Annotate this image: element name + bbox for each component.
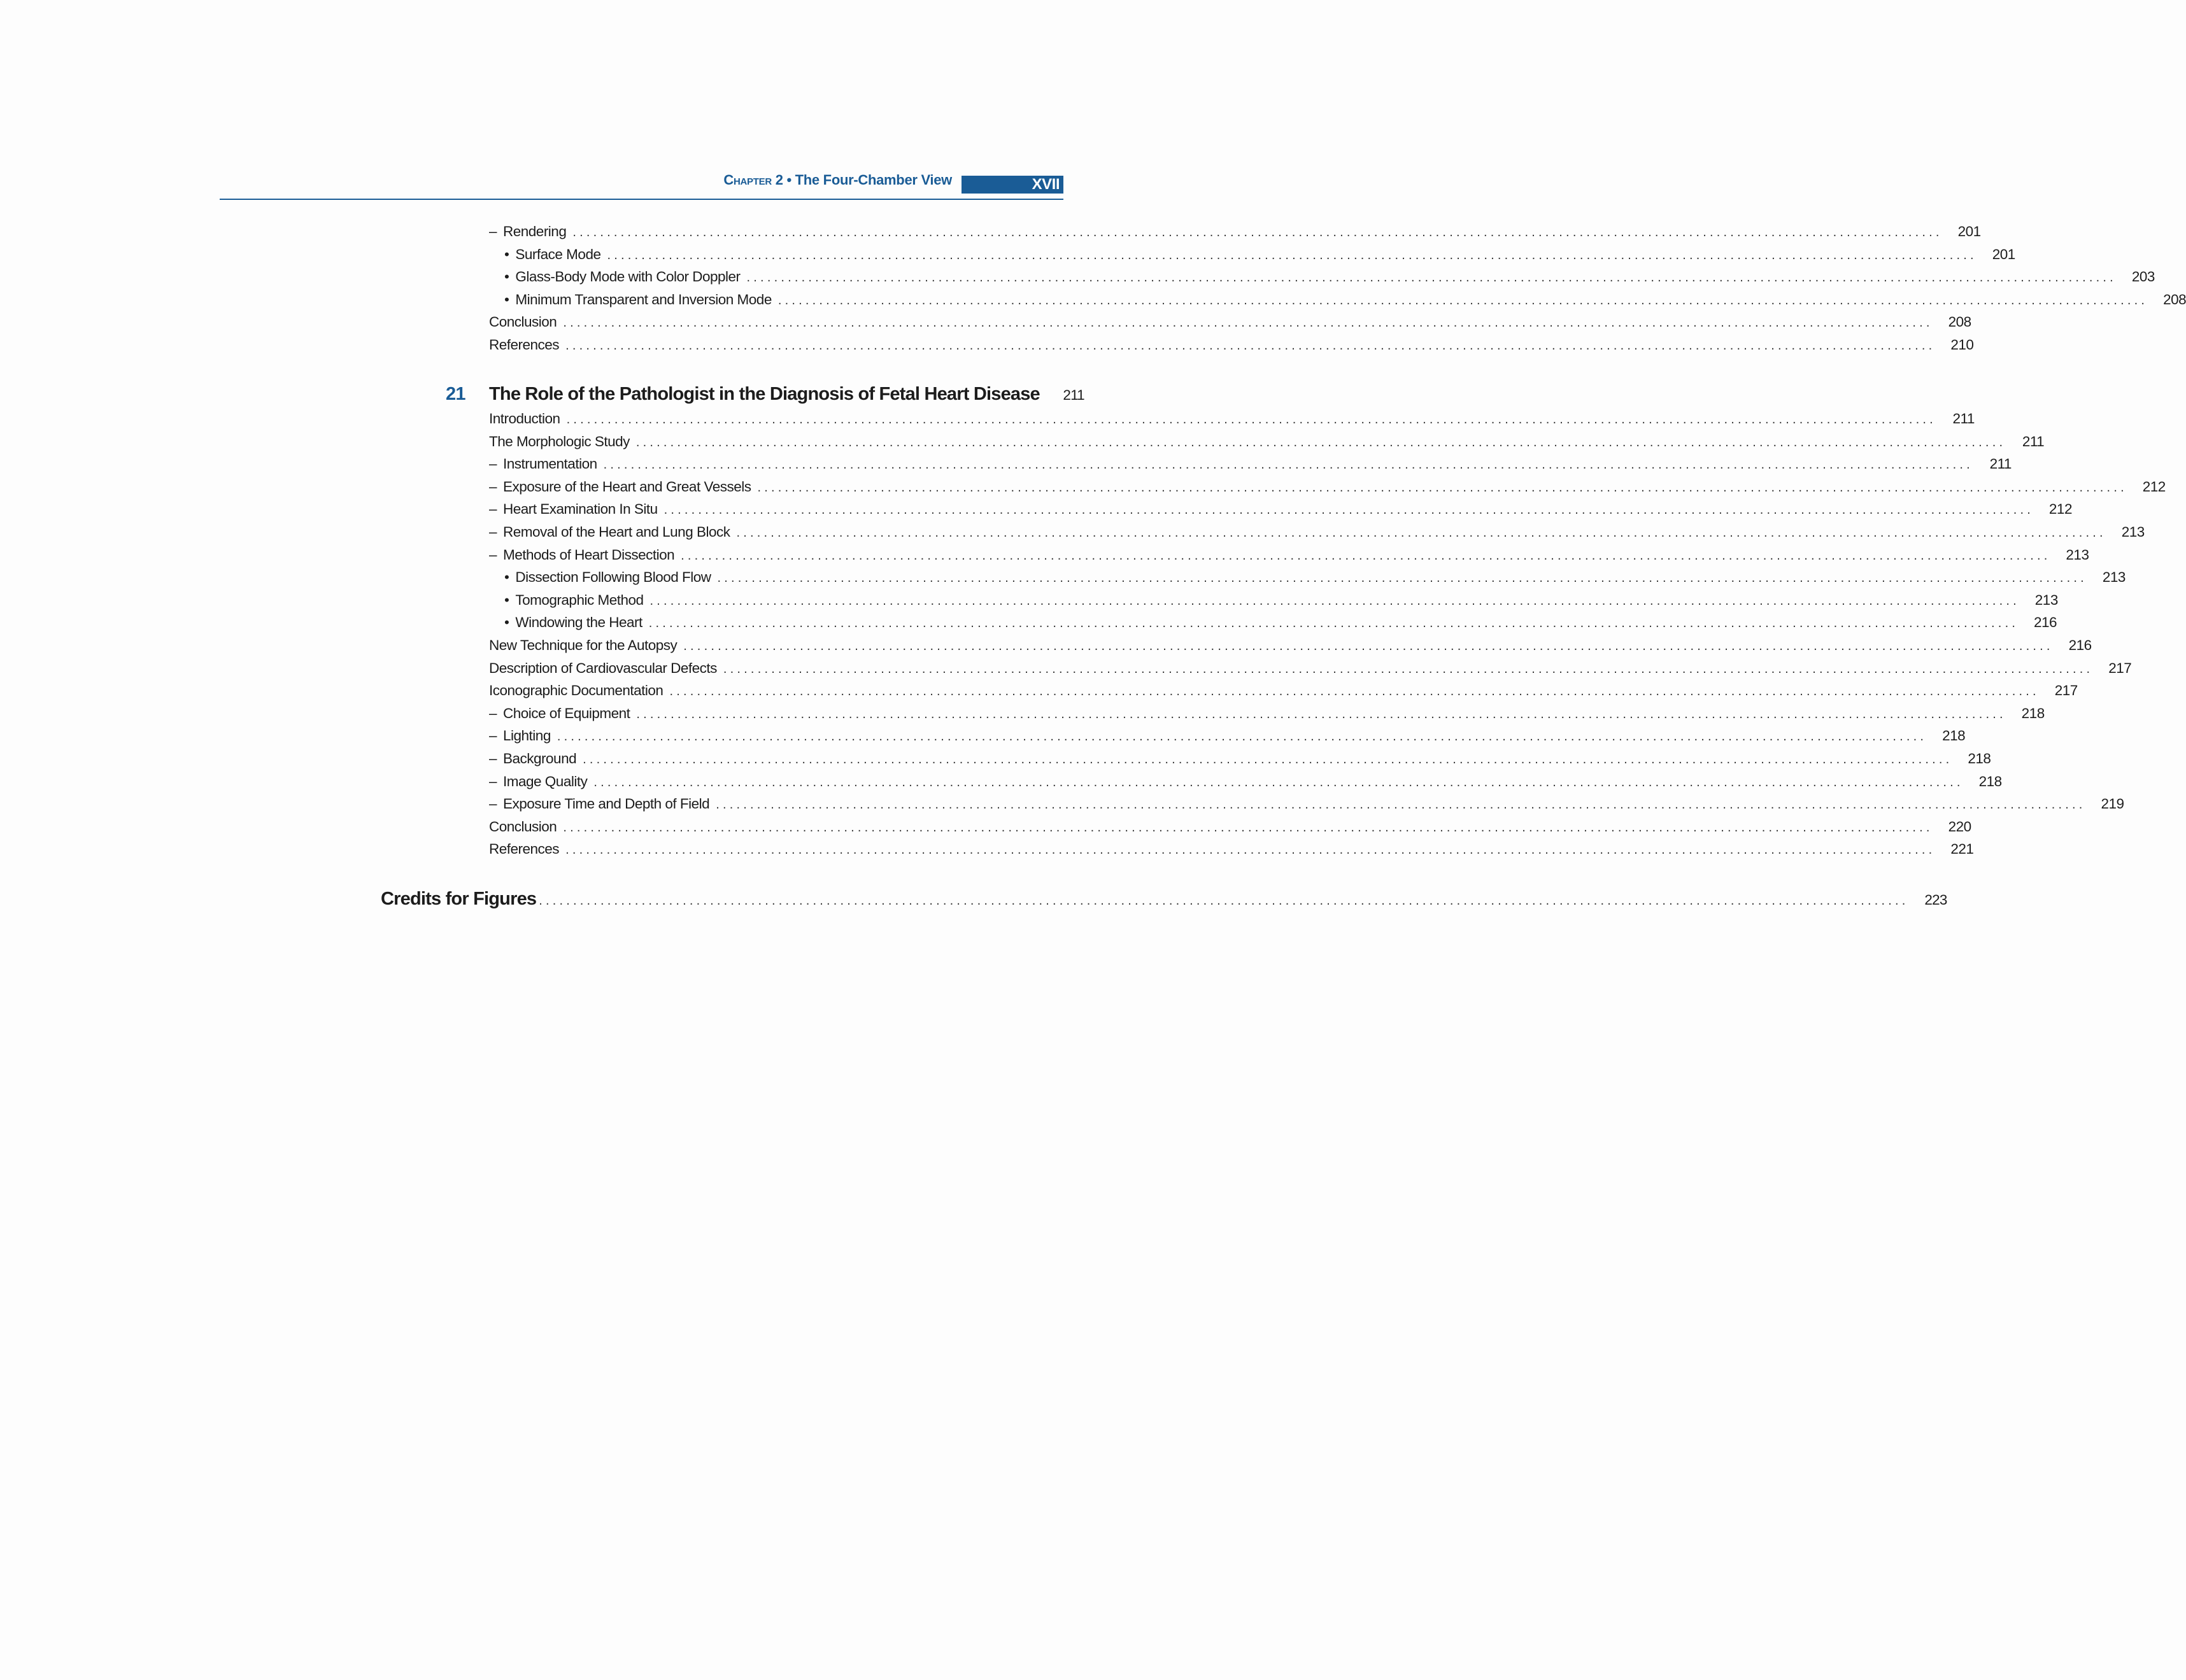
toc-entry-page: 213 <box>2066 547 2089 563</box>
running-header-title <box>723 172 952 188</box>
toc-entry-marker: • <box>504 269 509 285</box>
toc-entry <box>489 771 2002 793</box>
toc-entry-marker: – <box>489 751 497 766</box>
toc-entry-title: Windowing the Heart <box>515 614 642 630</box>
toc-entry <box>489 521 2145 543</box>
toc-entry <box>489 748 1991 770</box>
leader-dots: ........................................................................................................................................................................................................ <box>607 248 1977 262</box>
credits-title: Credits for Figures <box>381 889 537 909</box>
toc-entry <box>489 680 2078 702</box>
toc-entry-page: 219 <box>2101 796 2124 812</box>
toc-entry <box>489 289 2186 311</box>
toc-entry <box>489 589 2058 611</box>
leader-dots: ........................................................................................................................................................................................................ <box>777 293 2148 307</box>
toc-entry <box>489 658 2132 679</box>
toc-entry-marker: – <box>489 547 497 563</box>
toc-entry-title: Choice of Equipment <box>503 705 630 721</box>
leader-dots: ........................................................................................................................................................................................................ <box>746 271 2117 285</box>
leader-dots: ........................................................................................................................................................................................................ <box>566 413 1936 427</box>
toc-entry-title: Heart Examination In Situ <box>503 501 658 517</box>
leader-dots: ........................................................................................................................................................................................................ <box>583 752 1953 766</box>
toc-entry-marker: – <box>489 223 497 239</box>
toc-entry-title: Methods of Heart Dissection <box>503 547 675 563</box>
leader-dots: ........................................................................................................................................................................................................ <box>539 894 1909 908</box>
toc-entry-page: 211 <box>1952 411 1975 427</box>
chapter-heading-number: 21 <box>446 384 465 404</box>
leader-dots: ........................................................................................................................................................................................................ <box>565 843 1936 857</box>
toc-entry <box>489 544 2089 566</box>
toc-entry-marker: • <box>504 614 509 630</box>
toc-entry-page: 212 <box>2048 501 2072 517</box>
leader-dots: ........................................................................................................................................................................................................ <box>723 662 2094 676</box>
toc-entry-page: 208 <box>1948 314 1971 330</box>
toc-entry-title: Exposure Time and Depth of Field <box>503 796 710 812</box>
credits-page: 223 <box>1924 892 1947 908</box>
toc-entry <box>489 453 2012 475</box>
leader-dots: ........................................................................................................................................................................................................ <box>757 481 2127 495</box>
toc-entry-page: 211 <box>1989 456 2012 472</box>
toc-entry-title: References <box>489 841 560 857</box>
chapter-heading <box>446 381 1084 407</box>
chapter-title: The Four-Chamber View <box>795 172 952 188</box>
toc-entry-title: Tomographic Method <box>515 592 644 608</box>
leader-dots: ........................................................................................................................................................................................................ <box>649 594 2020 608</box>
chapter-heading-page: 211 <box>1063 387 1084 403</box>
toc-entry-page: 218 <box>2021 705 2045 721</box>
leader-dots: ........................................................................................................................................................................................................ <box>681 549 2051 563</box>
toc-entry-page: 216 <box>2034 614 2057 630</box>
leader-dots: ........................................................................................................................................................................................................ <box>669 684 2040 698</box>
toc-entry-marker: – <box>489 796 497 812</box>
toc-entry-page: 217 <box>2108 660 2132 676</box>
credits-heading <box>381 886 1947 912</box>
toc-entry <box>489 793 2124 815</box>
toc-entry-page: 218 <box>1942 728 1966 744</box>
toc-entry <box>489 838 1974 860</box>
header-bullet: • <box>786 172 791 188</box>
toc-entry-page: 216 <box>2068 637 2092 653</box>
leader-dots: ........................................................................................................................................................................................................ <box>683 639 2054 653</box>
toc-entry-marker: – <box>489 479 497 495</box>
toc-entry <box>489 612 2057 633</box>
toc-entry-marker: – <box>489 773 497 789</box>
page-number-box <box>962 176 1063 194</box>
toc-entry <box>489 725 1966 747</box>
toc-entry-page: 221 <box>1950 841 1974 857</box>
leader-dots: ........................................................................................................................................................................................................ <box>736 526 2106 540</box>
toc-entry-page: 220 <box>1948 819 1971 835</box>
toc-entry-page: 201 <box>1992 246 2015 262</box>
toc-entry-title: Introduction <box>489 411 560 427</box>
toc-entry <box>489 476 2166 498</box>
leader-dots: ........................................................................................................................................................................................................ <box>635 435 2006 449</box>
toc-entry <box>489 334 1974 356</box>
toc-entry-title: Conclusion <box>489 819 557 835</box>
toc-entry-page: 213 <box>2121 524 2145 540</box>
toc-entry-marker: • <box>504 569 509 585</box>
toc-entry-page: 213 <box>2102 569 2126 585</box>
leader-dots: ........................................................................................................................................................................................................ <box>648 616 2019 630</box>
toc-entry-title: Exposure of the Heart and Great Vessels <box>503 479 751 495</box>
toc-entry-page: 212 <box>2142 479 2166 495</box>
leader-dots: ........................................................................................................................................................................................................ <box>636 707 2006 721</box>
page-number-roman: XVII <box>1032 176 1060 193</box>
chapter-word: Chapter <box>723 172 772 188</box>
leader-dots: ........................................................................................................................................................................................................ <box>563 316 1933 330</box>
toc-entry <box>489 498 2072 520</box>
toc-entry-marker: • <box>504 246 509 262</box>
toc-entry-marker: – <box>489 524 497 540</box>
leader-dots: ........................................................................................................................................................................................................ <box>565 339 1936 353</box>
toc-entry-title: Background <box>503 751 577 766</box>
toc-entry-title: Removal of the Heart and Lung Block <box>503 524 730 540</box>
toc-entry <box>489 703 2045 724</box>
toc-entry <box>489 567 2126 588</box>
toc-entry-page: 211 <box>2022 434 2045 449</box>
leader-dots: ........................................................................................................................................................................................................ <box>563 821 1933 835</box>
toc-entry-marker: – <box>489 501 497 517</box>
toc-entry-title: Conclusion <box>489 314 557 330</box>
toc-entry <box>489 266 2155 288</box>
toc-entry-page: 210 <box>1950 337 1974 353</box>
toc-entry-marker: • <box>504 292 509 307</box>
toc-entry-title: The Morphologic Study <box>489 434 630 449</box>
running-header <box>220 171 1063 200</box>
toc-entry-title: Instrumentation <box>503 456 597 472</box>
toc-entry <box>489 408 1975 430</box>
toc-entry-title: Glass-Body Mode with Color Doppler <box>515 269 741 285</box>
toc-entry-page: 218 <box>1978 773 2002 789</box>
toc-entry-page: 213 <box>2034 592 2058 608</box>
chapter-number: 2 <box>775 172 783 188</box>
leader-dots: ........................................................................................................................................................................................................ <box>572 225 1943 239</box>
toc-entry-title: Surface Mode <box>515 246 601 262</box>
toc-entry-marker: – <box>489 456 497 472</box>
leader-dots: ........................................................................................................................................................................................................ <box>557 730 1927 744</box>
toc-entry-marker: • <box>504 592 509 608</box>
toc-entry <box>489 635 2092 656</box>
toc-entry-title: Dissection Following Blood Flow <box>515 569 711 585</box>
chapter-heading-title: The Role of the Pathologist in the Diagnosis of Fetal Heart Disease <box>489 384 1040 404</box>
toc-entry-page: 203 <box>2131 269 2155 285</box>
toc-entry-marker: – <box>489 705 497 721</box>
toc-entry-title: Description of Cardiovascular Defects <box>489 660 717 676</box>
toc-entry-title: Minimum Transparent and Inversion Mode <box>515 292 772 307</box>
leader-dots: ........................................................................................................................................................................................................ <box>603 458 1973 472</box>
toc-entry-title: References <box>489 337 560 353</box>
leader-dots: ........................................................................................................................................................................................................ <box>716 798 2086 812</box>
leader-dots: ........................................................................................................................................................................................................ <box>593 775 1964 789</box>
leader-dots: ........................................................................................................................................................................................................ <box>717 571 2087 585</box>
toc-entry-page: 208 <box>2163 292 2186 307</box>
toc-entry-page: 218 <box>1968 751 1991 766</box>
leader-dots: ........................................................................................................................................................................................................ <box>664 503 2034 517</box>
toc-entry-title: Lighting <box>503 728 551 744</box>
toc-entry-title: Rendering <box>503 223 567 239</box>
toc-entry <box>489 221 1981 243</box>
toc-entry-title: New Technique for the Autopsy <box>489 637 678 653</box>
toc-entry-page: 201 <box>1957 223 1981 239</box>
toc-entry-marker: – <box>489 728 497 744</box>
toc-entry <box>489 244 2015 265</box>
toc-entry-title: Image Quality <box>503 773 588 789</box>
toc-entry-page: 217 <box>2054 682 2078 698</box>
toc-entry-title: Iconographic Documentation <box>489 682 664 698</box>
toc-entry <box>489 431 2045 453</box>
toc-entry <box>489 816 1971 838</box>
toc-entry <box>489 311 1971 333</box>
